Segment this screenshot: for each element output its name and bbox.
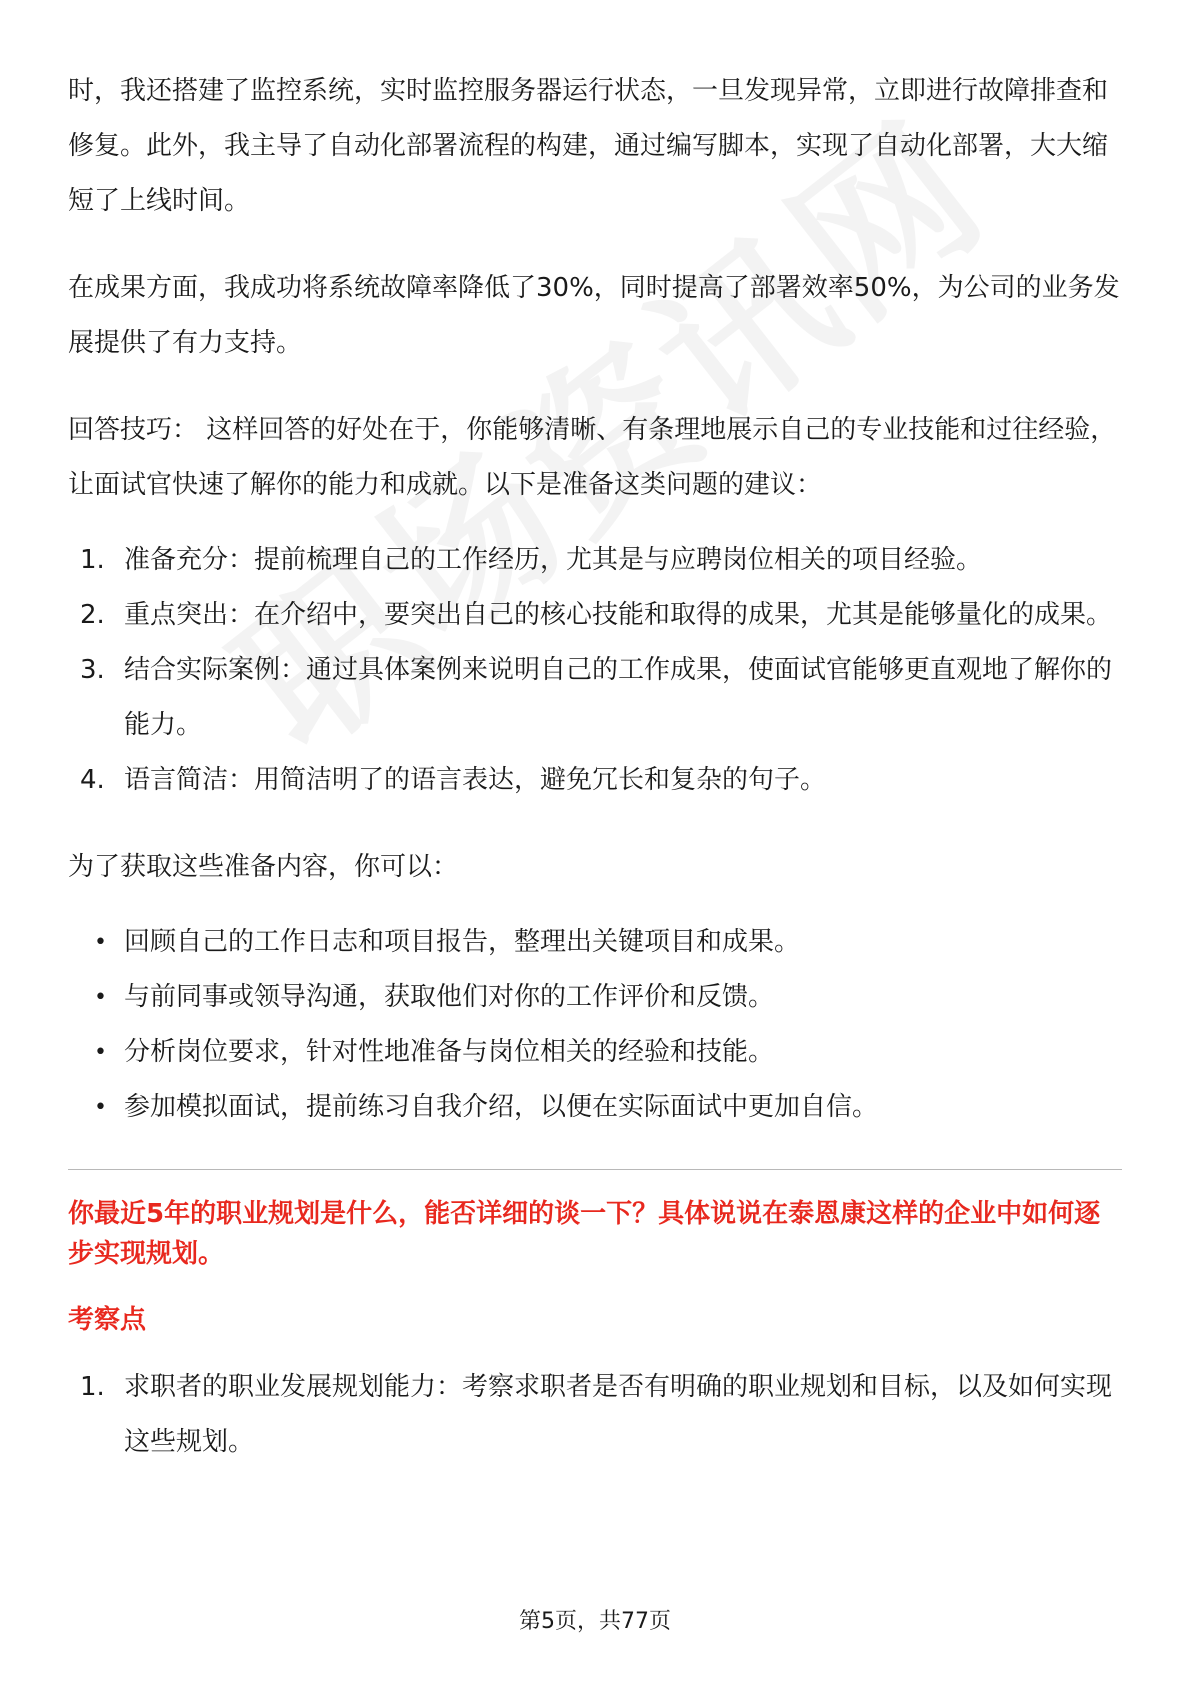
list-item [68, 533, 1122, 588]
bullet-icon: • [94, 930, 107, 955]
bullet-icon: • [94, 1040, 107, 1065]
list-item-text: 准备充分：提前梳理自己的工作经历，尤其是与应聘岗位相关的项目经验。 [124, 545, 983, 575]
list-number: 4. [80, 765, 105, 795]
list-item [68, 970, 1122, 1025]
list-item-text: 参加模拟面试，提前练习自我介绍，以便在实际面试中更加自信。 [124, 1092, 879, 1122]
list-item [68, 1360, 1122, 1470]
tips-list [68, 533, 1122, 808]
list-item-text: 回顾自己的工作日志和项目报告，整理出关键项目和成果。 [124, 927, 801, 957]
page-footer: 第5页，共77页 [519, 1609, 671, 1634]
assessment-points-list [68, 1360, 1122, 1470]
list-item-text: 与前同事或领导沟通，获取他们对你的工作评价和反馈。 [124, 982, 775, 1012]
paragraph-continuation: 时，我还搭建了监控系统，实时监控服务器运行状态，一旦发现异常，立即进行故障排查和修复。此外，我主导了自动化部署流程的构建，通过编写脚本，实现了自动化部署，大大缩短了上线时间。 [68, 76, 1109, 216]
page-content [68, 64, 1122, 1470]
list-item-text: 结合实际案例：通过具体案例来说明自己的工作成果，使面试官能够更直观地了解你的能力。 [124, 655, 1113, 740]
interview-question-heading: 你最近5年的职业规划是什么，能否详细的谈一下？具体说说在泰恩康这样的企业中如何逐步实现规划。 [68, 1199, 1101, 1269]
list-number: 3. [80, 655, 105, 685]
list-number: 1. [80, 1372, 105, 1402]
paragraph-answer-tips: 回答技巧： 这样回答的好处在于，你能够清晰、有条理地展示自己的专业技能和过往经验，让面试官快速了解你的能力和成就。以下是准备这类问题的建议： [68, 415, 1117, 500]
preparation-list [68, 915, 1122, 1135]
list-item [68, 588, 1122, 643]
list-item-text: 重点突出：在介绍中，要突出自己的核心技能和取得的成果，尤其是能够量化的成果。 [124, 600, 1113, 630]
bullet-icon: • [94, 1095, 107, 1120]
assessment-points-heading: 考察点 [68, 1305, 147, 1335]
list-number: 1. [80, 545, 105, 575]
list-item [68, 915, 1122, 970]
paragraph-results: 在成果方面，我成功将系统故障率降低了30%，同时提高了部署效率50%，为公司的业务发展提供了有力支持。 [68, 273, 1120, 358]
list-item [68, 1025, 1122, 1080]
list-item [68, 643, 1122, 753]
list-item-text: 语言简洁：用简洁明了的语言表达，避免冗长和复杂的句子。 [124, 765, 827, 795]
list-item [68, 1080, 1122, 1135]
paragraph-preparation: 为了获取这些准备内容，你可以： [68, 852, 459, 882]
bullet-icon: • [94, 985, 107, 1010]
list-number: 2. [80, 600, 105, 630]
list-item [68, 753, 1122, 808]
list-item-text: 求职者的职业发展规划能力：考察求职者是否有明确的职业规划和目标，以及如何实现这些规划。 [124, 1372, 1113, 1457]
section-divider [68, 1169, 1122, 1170]
list-item-text: 分析岗位要求，针对性地准备与岗位相关的经验和技能。 [124, 1037, 775, 1067]
